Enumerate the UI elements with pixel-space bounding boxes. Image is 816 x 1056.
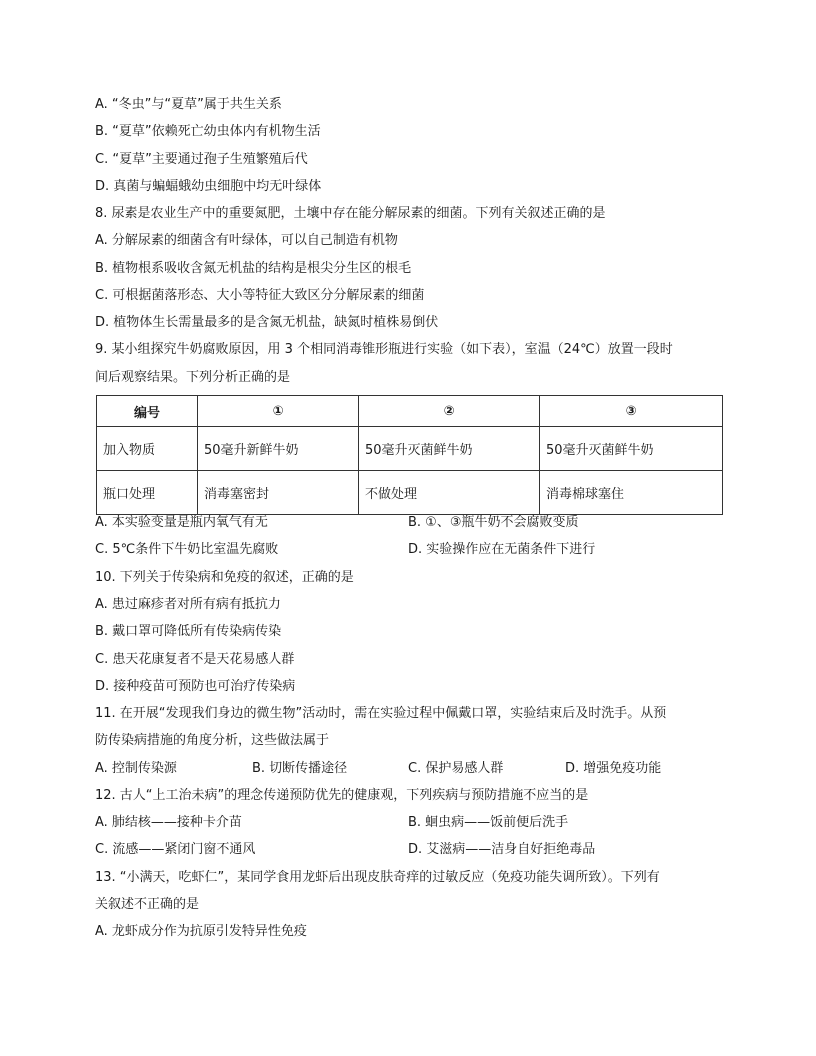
q12-option-a: A. 肺结核——接种卡介苗 bbox=[95, 815, 242, 830]
table-header: 编号 bbox=[97, 396, 198, 427]
q7-option-d: D. 真菌与蝙蝠蛾幼虫细胞中均无叶绿体 bbox=[95, 179, 322, 194]
q13-stem-line2: 关叙述不正确的是 bbox=[95, 897, 200, 912]
q9-option-d: D. 实验操作应在无菌条件下进行 bbox=[408, 542, 596, 557]
q11-option-b: B. 切断传播途径 bbox=[252, 761, 348, 776]
q7-option-c: C. “夏草”主要通过孢子生殖繁殖后代 bbox=[95, 152, 308, 167]
q9-stem-line1: 9. 某小组探究牛奶腐败原因，用 3 个相同消毒锥形瓶进行实验（如下表），室温（24℃）放置一段时 bbox=[95, 342, 673, 357]
table-header: ① bbox=[198, 396, 359, 427]
q9-option-c: C. 5℃条件下牛奶比室温先腐败 bbox=[95, 542, 279, 557]
q12-stem: 12. 古人“上工治未病”的理念传递预防优先的健康观，下列疾病与预防措施不应当的是 bbox=[95, 788, 589, 803]
table-cell: 不做处理 bbox=[359, 471, 540, 515]
table-row bbox=[97, 427, 723, 471]
table-header: ② bbox=[359, 396, 540, 427]
q13-stem-line1: 13. “小满天，吃虾仁”，某同学食用龙虾后出现皮肤奇痒的过敏反应（免疫功能失调所致）。下列有 bbox=[95, 870, 660, 885]
table-cell: 加入物质 bbox=[97, 427, 198, 471]
q13-option-a: A. 龙虾成分作为抗原引发特异性免疫 bbox=[95, 924, 307, 939]
q8-option-a: A. 分解尿素的细菌含有叶绿体，可以自己制造有机物 bbox=[95, 233, 398, 248]
table-row bbox=[97, 471, 723, 515]
q10-option-d: D. 接种疫苗可预防也可治疗传染病 bbox=[95, 679, 296, 694]
experiment-table bbox=[96, 395, 723, 515]
q8-stem: 8. 尿素是农业生产中的重要氮肥，土壤中存在能分解尿素的细菌。下列有关叙述正确的是 bbox=[95, 206, 606, 221]
q8-option-b: B. 植物根系吸收含氮无机盐的结构是根尖分生区的根毛 bbox=[95, 261, 412, 276]
q12-option-b: B. 蛔虫病——饭前便后洗手 bbox=[408, 815, 569, 830]
table-header-row bbox=[97, 396, 723, 427]
q11-option-c: C. 保护易感人群 bbox=[408, 761, 504, 776]
q7-option-b: B. “夏草”依赖死亡幼虫体内有机物生活 bbox=[95, 124, 321, 139]
q10-stem: 10. 下列关于传染病和免疫的叙述，正确的是 bbox=[95, 570, 354, 585]
q12-option-d: D. 艾滋病——洁身自好拒绝毒品 bbox=[408, 842, 596, 857]
q9-stem-line2: 间后观察结果。下列分析正确的是 bbox=[95, 370, 291, 385]
table-cell: 消毒棉球塞住 bbox=[540, 471, 723, 515]
q11-option-d: D. 增强免疫功能 bbox=[565, 761, 662, 776]
table-cell: 瓶口处理 bbox=[97, 471, 198, 515]
q9-option-b: B. ①、③瓶牛奶不会腐败变质 bbox=[408, 515, 579, 530]
q11-stem-line2: 防传染病措施的角度分析，这些做法属于 bbox=[95, 733, 330, 748]
q11-stem-line1: 11. 在开展“发现我们身边的微生物”活动时，需在实验过程中佩戴口罩，实验结束后及时洗手。从预 bbox=[95, 706, 667, 721]
q8-option-d: D. 植物体生长需量最多的是含氮无机盐，缺氮时植株易倒伏 bbox=[95, 315, 439, 330]
table-cell: 消毒塞密封 bbox=[198, 471, 359, 515]
table-header: ③ bbox=[540, 396, 723, 427]
q10-option-a: A. 患过麻疹者对所有病有抵抗力 bbox=[95, 597, 281, 612]
table-cell: 50毫升灭菌鲜牛奶 bbox=[540, 427, 723, 471]
q10-option-b: B. 戴口罩可降低所有传染病传染 bbox=[95, 624, 282, 639]
table-cell: 50毫升新鲜牛奶 bbox=[198, 427, 359, 471]
q11-option-a: A. 控制传染源 bbox=[95, 761, 177, 776]
q7-option-a: A. “冬虫”与“夏草”属于共生关系 bbox=[95, 97, 282, 112]
q12-option-c: C. 流感——紧闭门窗不通风 bbox=[95, 842, 256, 857]
q9-option-a: A. 本实验变量是瓶内氧气有无 bbox=[95, 515, 268, 530]
q10-option-c: C. 患天花康复者不是天花易感人群 bbox=[95, 652, 295, 667]
q8-option-c: C. 可根据菌落形态、大小等特征大致区分分解尿素的细菌 bbox=[95, 288, 425, 303]
table-cell: 50毫升灭菌鲜牛奶 bbox=[359, 427, 540, 471]
